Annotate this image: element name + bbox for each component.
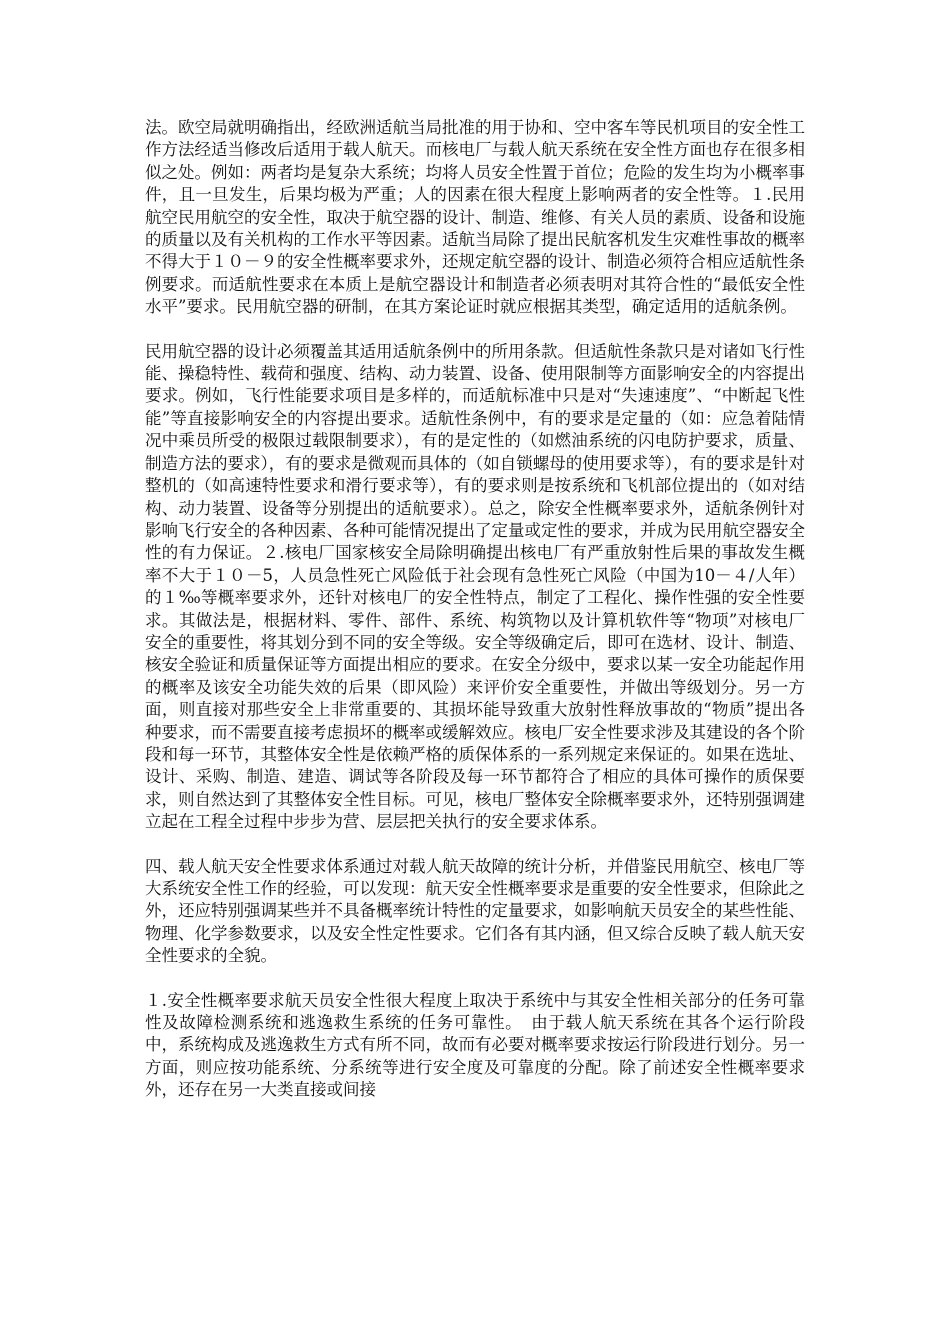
paragraph-3: 四、载人航天安全性要求体系通过对载人航天故障的统计分析，并借鉴民用航空、核电厂等大系统安全性工作的经验，可以发现：航天安全性概率要求是重要的安全性要求，但除此之外，还应特别强调某些并不具备概率统计特性的定量要求，如影响航天员安全的某些性能、物理、化学参数要求，以及安全性定性要求。它们各有其内涵，但又综合反映了载人航天安全性要求的全貌。 — [145, 856, 805, 966]
paragraph-2: 民用航空器的设计必须覆盖其适用适航条例中的所用条款。但适航性条款只是对诸如飞行性能、操稳特性、载荷和强度、结构、动力装置、设备、使用限制等方面影响安全的内容提出要求。例如，飞行性能要求项目是多样的，而适航标准中只是对“失速速度”、“中断起飞性能”等直接影响安全的内容提出要求。适航性条例中，有的要求是定量的（如：应急着陆情况中乘员所受的极限过载限制要求），有的是定性的（如燃油系统的闪电防护要求，质量、制造方法的要求），有的要求是微观而具体的（如自锁螺母的使用要求等），有的要求是针对整机的（如高速特性要求和滑行要求等），有的要求则是按系统和飞机部位提出的（如对结构、动力装置、设备等分别提出的适航要求）。总之，除安全性概率要求外，适航条例针对影响飞行安全的各种因素、各种可能情况提出了定量或定性的要求，并成为民用航空器安全性的有力保证。２.核电厂国家核安全局除明确提出核电厂有严重放射性后果的事故发生概率不大于１０－5，人员急性死亡风险低于社会现有急性死亡风险（中国为10－４/人年）的１‰等概率要求外，还针对核电厂的安全性特点，制定了工程化、操作性强的安全性要求。其做法是，根据材料、零件、部件、系统、构筑物以及计算机软件等“物项”对核电厂安全的重要性，将其划分到不同的安全等级。安全等级确定后，即可在选材、设计、制造、核安全验证和质量保证等方面提出相应的要求。在安全分级中，要求以某一安全功能起作用的概率及该安全功能失效的后果（即风险）来评价安全重要性，并做出等级划分。另一方面，则直接对那些安全上非常重要的、其损坏能导致重大放射性释放事故的“物质”提出各种要求，而不需要直接考虑损坏的概率或缓解效应。核电厂安全性要求涉及其建设的各个阶段和每一环节，其整体安全性是依赖严格的质保体系的一系列规定来保证的。如果在选址、设计、采购、制造、建造、调试等各阶段及每一环节都符合了相应的具体可操作的质保要求，则自然达到了其整体安全性目标。可见，核电厂整体安全除概率要求外，还特别强调建立起在工程全过程中步步为营、层层把关执行的安全要求体系。 — [145, 341, 805, 832]
document-page — [145, 117, 805, 1102]
paragraph-1: 法。欧空局就明确指出，经欧洲适航当局批准的用于协和、空中客车等民机项目的安全性工作方法经适当修改后适用于载人航天。而核电厂与载人航天系统在安全性方面也存在很多相似之处。例如：两者均是复杂大系统；均将人员安全性置于首位；危险的发生均为小概率事件，且一旦发生，后果均极为严重；人的因素在很大程度上影响两者的安全性等。１.民用航空民用航空的安全性，取决于航空器的设计、制造、维修、有关人员的素质、设备和设施的质量以及有关机构的工作水平等因素。适航当局除了提出民航客机发生灾难性事故的概率不得大于１０－９的安全性概率要求外，还规定航空器的设计、制造必须符合相应适航性条例要求。而适航性要求在本质上是航空器设计和制造者必须表明对其符合性的“最低安全性水平”要求。民用航空器的研制，在其方案论证时就应根据其类型，确定适用的适航条例。 — [145, 118, 805, 317]
paragraph-4: １.安全性概率要求航天员安全性很大程度上取决于系统中与其安全性相关部分的任务可靠性及故障检测系统和逃逸救生系统的任务可靠性。 由于载人航天系统在其各个运行阶段中，系统构成及逃逸救生方式有所不同，故而有必要对概率要求按运行阶段进行划分。另一方面，则应按功能系统、分系统等进行安全度及可靠度的分配。除了前述安全性概率要求外，还存在另一大类直接或间接 — [145, 990, 805, 1100]
